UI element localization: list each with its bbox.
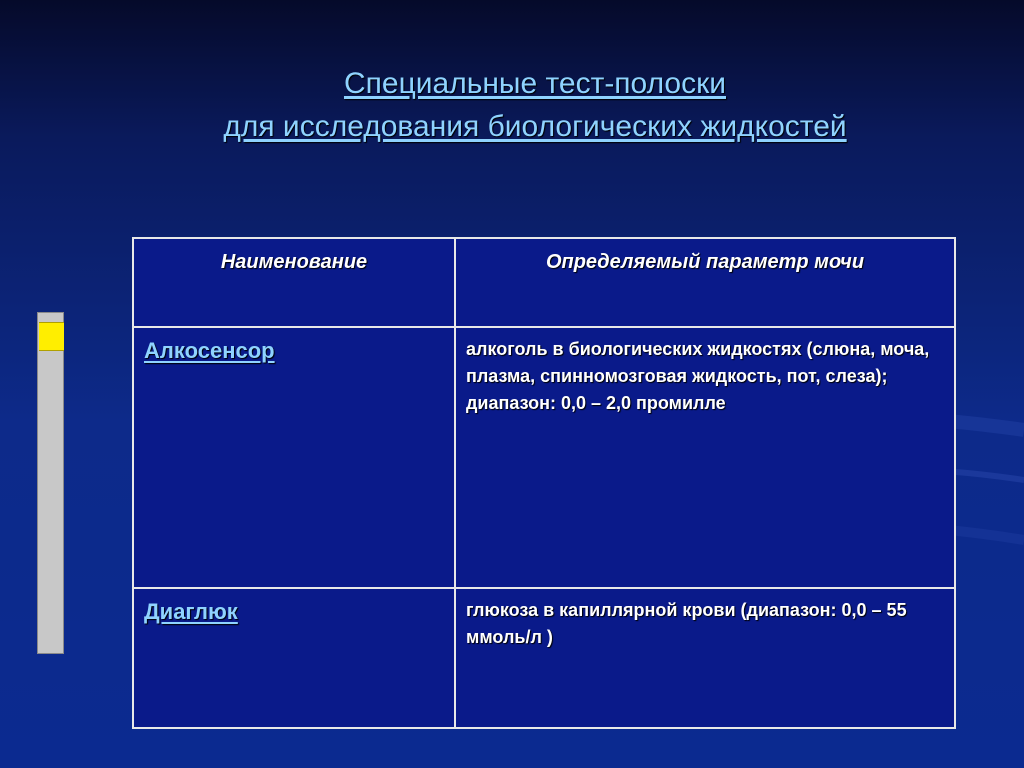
test-strips-table [132, 237, 956, 729]
cell-name [133, 327, 455, 588]
slide-title [0, 62, 1024, 148]
table-row [133, 327, 955, 588]
cell-parameter: глюкоза в капиллярной крови (диапазон: 0,0 – 55 ммоль/л ) [455, 588, 955, 728]
title-line-1: Специальные тест-полоски [343, 67, 726, 100]
header-name: Наименование [133, 238, 455, 327]
cell-name [133, 588, 455, 728]
header-parameter: Определяемый параметр мочи [455, 238, 955, 327]
alcosensor-link[interactable]: Алкосенсор [144, 338, 275, 363]
diaglyuk-link[interactable]: Диаглюк [144, 599, 238, 624]
cell-parameter: алкоголь в биологических жидкостях (слюна, моча, плазма, спинномозговая жидкость, пот, слеза); диапазон: 0,0 – 2,0 промилле [455, 327, 955, 588]
title-line-2: для исследования биологических жидкостей [223, 110, 847, 143]
table-row [133, 588, 955, 728]
test-strip-image [37, 312, 64, 654]
test-strip-pad [39, 322, 64, 351]
table-header-row [133, 238, 955, 327]
